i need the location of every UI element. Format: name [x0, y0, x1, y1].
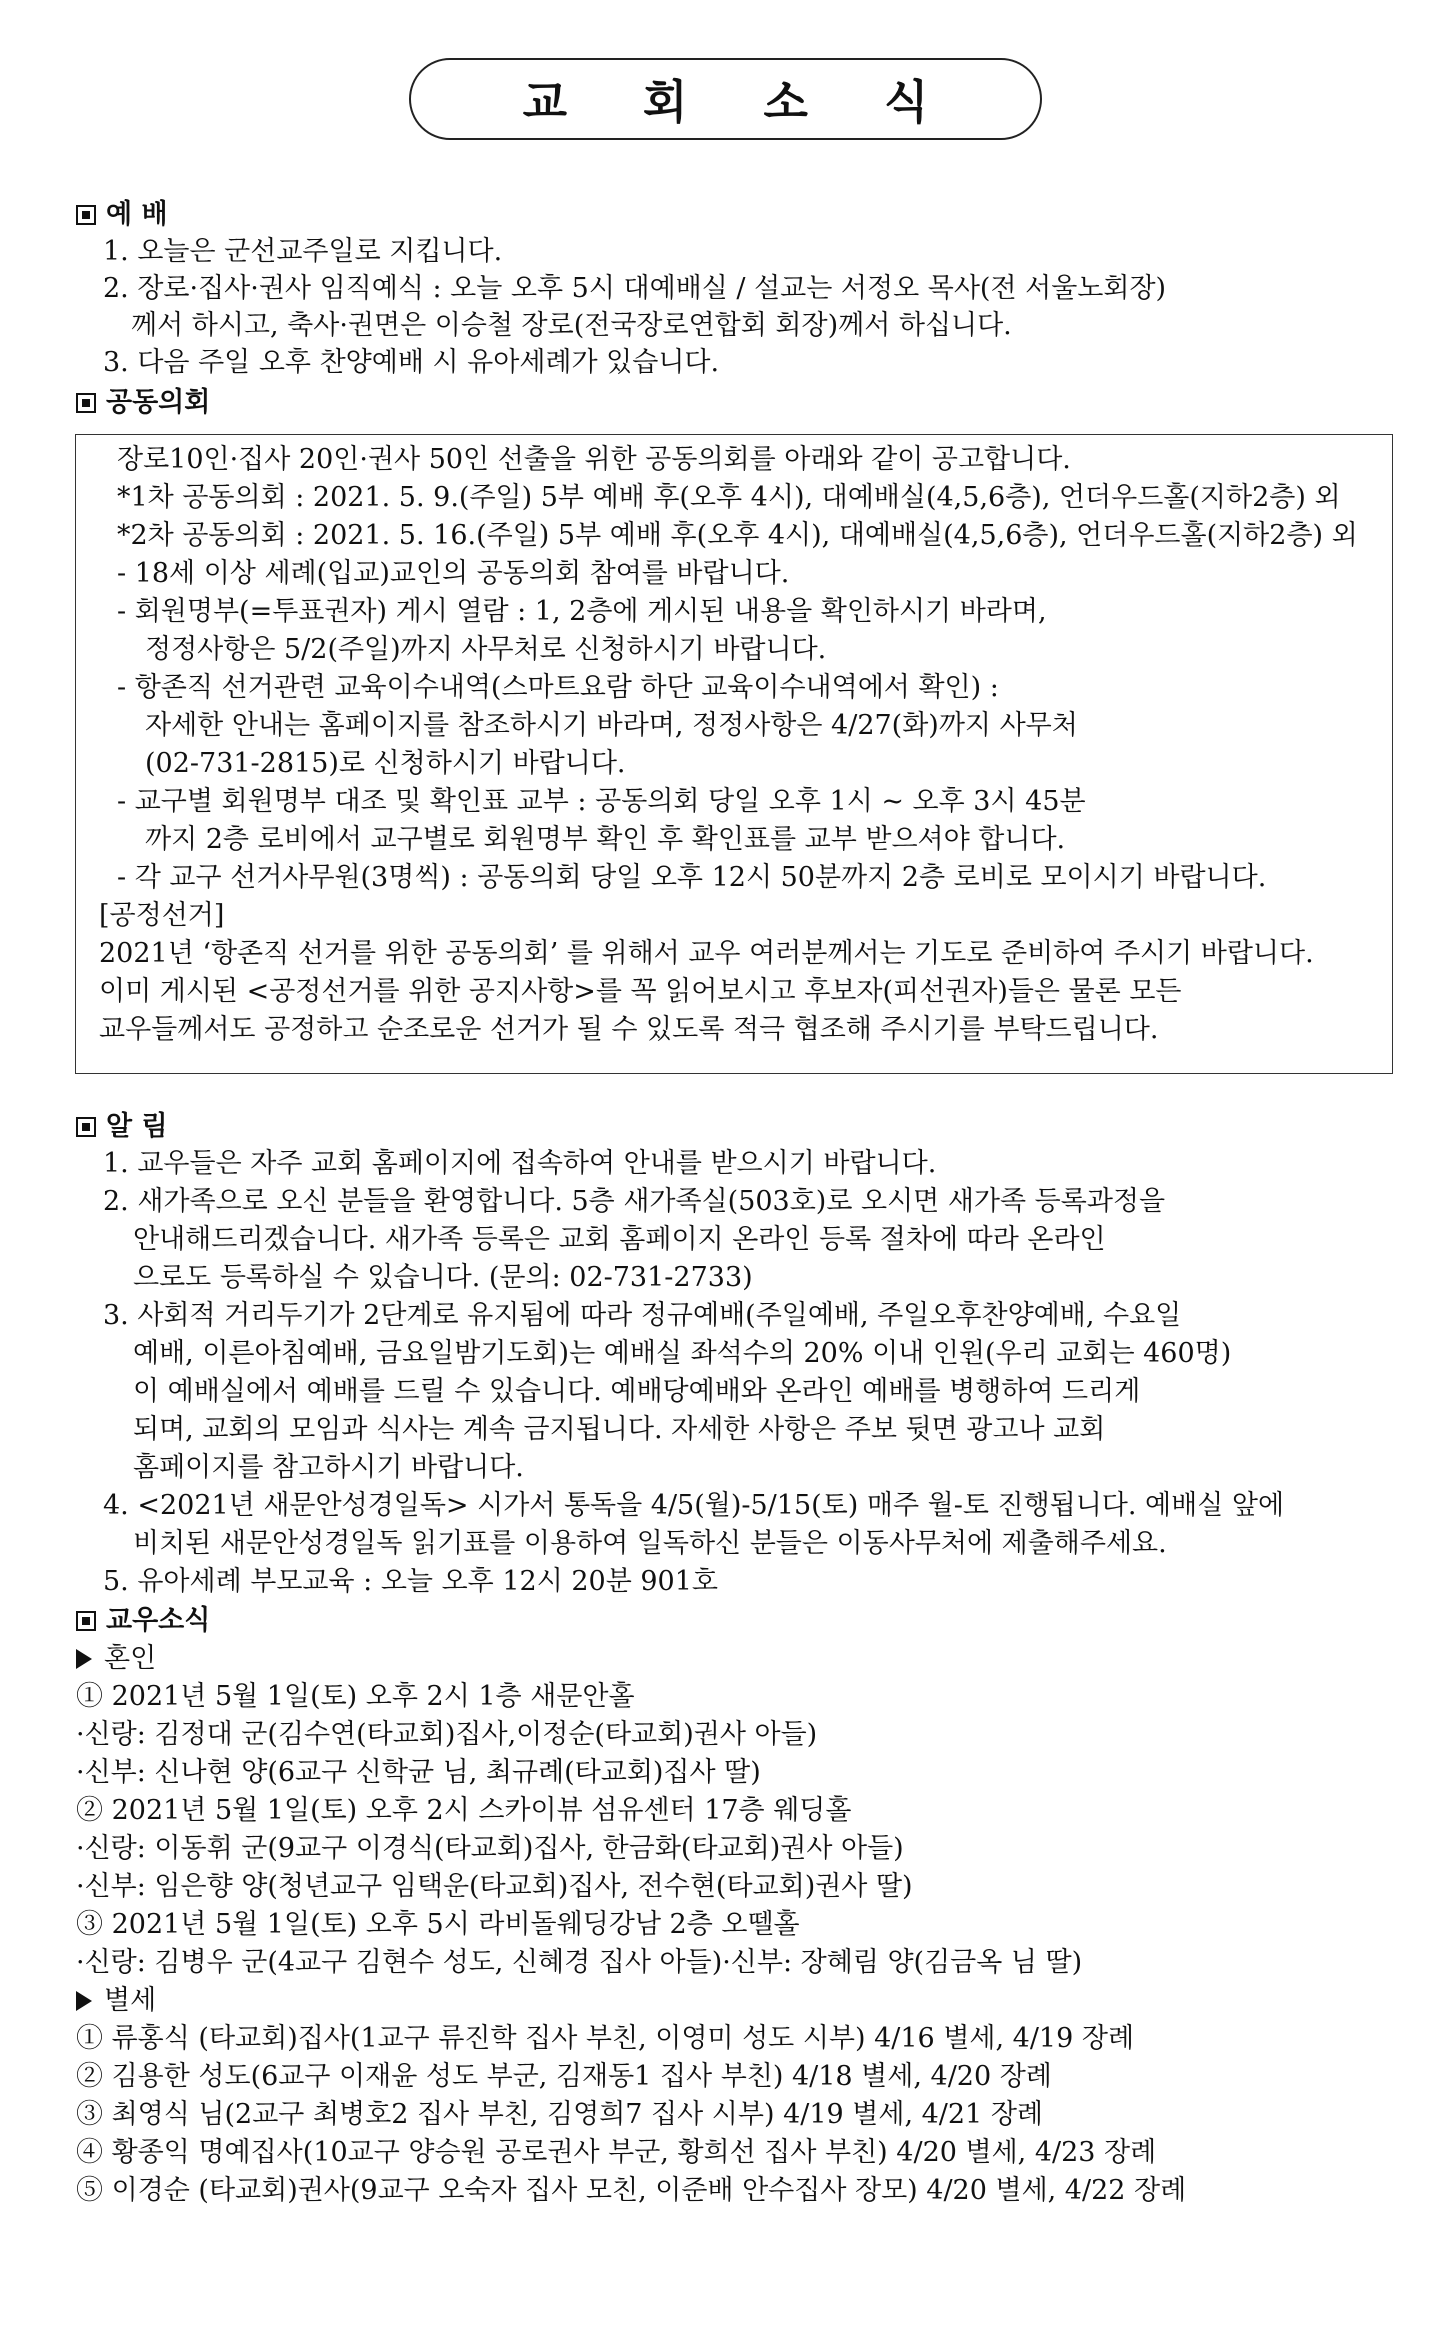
section-label: 예 배 — [106, 199, 168, 230]
assembly-line: - 18세 이상 세례(입교)교인의 공동의회 참여를 바랍니다. — [117, 558, 790, 589]
subheading-label: 혼인 — [104, 1643, 157, 1674]
section-heading-notice — [76, 1108, 168, 1146]
subheading-funeral — [76, 1982, 156, 2020]
wedding-line: ① 2021년 5월 1일(토) 오후 2시 1층 새문안홀 — [76, 1681, 635, 1712]
triangle-right-icon — [76, 1991, 92, 2011]
square-bullet-icon — [76, 393, 96, 413]
triangle-right-icon — [76, 1649, 92, 1669]
funeral-line: ③ 최영식 님(2교구 최병호2 집사 부친, 김영희7 집사 시부) 4/19 별세, 4/21 장례 — [76, 2099, 1043, 2130]
wedding-line: ·신랑: 김병우 군(4교구 김현수 성도, 신혜경 집사 아들)·신부: 장혜림 양(김금옥 님 딸) — [76, 1947, 1083, 1978]
wedding-line: ·신랑: 이동휘 군(9교구 이경식(타교회)집사, 한금화(타교회)권사 아들) — [76, 1833, 904, 1864]
assembly-line: 자세한 안내는 홈페이지를 참조하시기 바라며, 정정사항은 4/27(화)까지 사무처 — [145, 710, 1078, 741]
wedding-line: ·신랑: 김정대 군(김수연(타교회)집사,이정순(타교회)권사 아들) — [76, 1719, 818, 1750]
assembly-line: 장로10인·집사 20인·권사 50인 선출을 위한 공동의회를 아래와 같이 공고합니다. — [117, 444, 1071, 475]
page-title: 교 회 소 식 — [522, 75, 959, 129]
notice-line: 홈페이지를 참고하시기 바랍니다. — [133, 1452, 524, 1483]
section-label: 공동의회 — [106, 387, 211, 418]
notice-line: 4. <2021년 새문안성경일독> 시가서 통독을 4/5(월)-5/15(토) 매주 월-토 진행됩니다. 예배실 앞에 — [103, 1490, 1285, 1521]
section-heading-worship — [76, 196, 168, 234]
title-banner — [409, 58, 1042, 140]
worship-line: 2. 장로·집사·권사 임직예식 : 오늘 오후 5시 대예배실 / 설교는 서정오 목사(전 서울노회장) — [103, 273, 1167, 304]
wedding-line: ③ 2021년 5월 1일(토) 오후 5시 라비돌웨딩강남 2층 오뗄홀 — [76, 1909, 800, 1940]
assembly-line: 이미 게시된 <공정선거를 위한 공지사항>를 꼭 읽어보시고 후보자(피선권자)들은 물론 모든 — [99, 976, 1182, 1007]
assembly-line: *1차 공동의회 : 2021. 5. 9.(주일) 5부 예배 후(오후 4시), 대예배실(4,5,6층), 언더우드홀(지하2층) 외 — [117, 482, 1341, 513]
notice-line: 1. 교우들은 자주 교회 홈페이지에 접속하여 안내를 받으시기 바랍니다. — [103, 1148, 937, 1179]
wedding-line: ② 2021년 5월 1일(토) 오후 2시 스카이뷰 섬유센터 17층 웨딩홀 — [76, 1795, 852, 1826]
assembly-line: 까지 2층 로비에서 교구별로 회원명부 확인 후 확인표를 교부 받으셔야 합니다. — [145, 824, 1066, 855]
notice-line: 5. 유아세례 부모교육 : 오늘 오후 12시 20분 901호 — [103, 1566, 718, 1597]
notice-line: 예배, 이른아침예배, 금요일밤기도회)는 예배실 좌석수의 20% 이내 인원(우리 교회는 460명) — [133, 1338, 1232, 1369]
assembly-line: 2021년 ‘항존직 선거를 위한 공동의회’ 를 위해서 교우 여러분께서는 기도로 준비하여 주시기 바랍니다. — [99, 938, 1314, 969]
square-bullet-icon — [76, 205, 96, 225]
funeral-line: ① 류홍식 (타교회)집사(1교구 류진학 집사 부친, 이영미 성도 시부) 4/16 별세, 4/19 장례 — [76, 2023, 1135, 2054]
assembly-line: [공정선거] — [99, 900, 225, 931]
square-bullet-icon — [76, 1117, 96, 1137]
wedding-line: ·신부: 임은향 양(청년교구 임택운(타교회)집사, 전수현(타교회)권사 딸) — [76, 1871, 913, 1902]
assembly-line: - 항존직 선거관련 교육이수내역(스마트요람 하단 교육이수내역에서 확인) : — [117, 672, 999, 703]
funeral-line: ④ 황종익 명예집사(10교구 양승원 공로권사 부군, 황희선 집사 부친) 4/20 별세, 4/23 장례 — [76, 2137, 1157, 2168]
funeral-line: ② 김용한 성도(6교구 이재윤 성도 부군, 김재동1 집사 부친) 4/18 별세, 4/20 장례 — [76, 2061, 1052, 2092]
subheading-label: 별세 — [104, 1985, 157, 2016]
notice-line: 되며, 교회의 모임과 식사는 계속 금지됩니다. 자세한 사항은 주보 뒷면 광고나 교회 — [133, 1414, 1106, 1445]
square-bullet-icon — [76, 1611, 96, 1631]
assembly-line: 정정사항은 5/2(주일)까지 사무처로 신청하시기 바랍니다. — [145, 634, 827, 665]
notice-line: 2. 새가족으로 오신 분들을 환영합니다. 5층 새가족실(503호)로 오시면 새가족 등록과정을 — [103, 1186, 1166, 1217]
funeral-line: ⑤ 이경순 (타교회)권사(9교구 오숙자 집사 모친, 이준배 안수집사 장모) 4/20 별세, 4/22 장례 — [76, 2175, 1187, 2206]
assembly-line: - 교구별 회원명부 대조 및 확인표 교부 : 공동의회 당일 오후 1시 ~ 오후 3시 45분 — [117, 786, 1086, 817]
assembly-line: *2차 공동의회 : 2021. 5. 16.(주일) 5부 예배 후(오후 4시), 대예배실(4,5,6층), 언더우드홀(지하2층) 외 — [117, 520, 1358, 551]
notice-line: 3. 사회적 거리두기가 2단계로 유지됨에 따라 정규예배(주일예배, 주일오후찬양예배, 수요일 — [103, 1300, 1182, 1331]
section-heading-assembly — [76, 384, 210, 422]
subheading-wedding — [76, 1640, 156, 1678]
notice-line: 이 예배실에서 예배를 드릴 수 있습니다. 예배당예배와 온라인 예배를 병행하여 드리게 — [133, 1376, 1141, 1407]
notice-line: 으로도 등록하실 수 있습니다. (문의: 02-731-2733) — [133, 1262, 753, 1293]
assembly-line: - 회원명부(=투표권자) 게시 열람 : 1, 2층에 게시된 내용을 확인하시기 바라며, — [117, 596, 1047, 627]
worship-line: 1. 오늘은 군선교주일로 지킵니다. — [103, 236, 503, 267]
notice-line: 비치된 새문안성경일독 읽기표를 이용하여 일독하신 분들은 이동사무처에 제출해주세요. — [133, 1528, 1167, 1559]
section-label: 교우소식 — [106, 1605, 211, 1636]
section-heading-members — [76, 1602, 210, 1640]
wedding-line: ·신부: 신나현 양(6교구 신학균 님, 최규례(타교회)집사 딸) — [76, 1757, 761, 1788]
section-label: 알 림 — [106, 1111, 168, 1142]
assembly-line: - 각 교구 선거사무원(3명씩) : 공동의회 당일 오후 12시 50분까지 2층 로비로 모이시기 바랍니다. — [117, 862, 1267, 893]
assembly-line: 교우들께서도 공정하고 순조로운 선거가 될 수 있도록 적극 협조해 주시기를 부탁드립니다. — [99, 1014, 1159, 1045]
worship-line: 3. 다음 주일 오후 찬양예배 시 유아세례가 있습니다. — [103, 347, 720, 378]
assembly-line: (02-731-2815)로 신청하시기 바랍니다. — [145, 748, 626, 779]
notice-line: 안내해드리겠습니다. 새가족 등록은 교회 홈페이지 온라인 등록 절차에 따라 온라인 — [133, 1224, 1106, 1255]
worship-line: 께서 하시고, 축사·권면은 이승철 장로(전국장로연합회 회장)께서 하십니다. — [131, 310, 1012, 341]
